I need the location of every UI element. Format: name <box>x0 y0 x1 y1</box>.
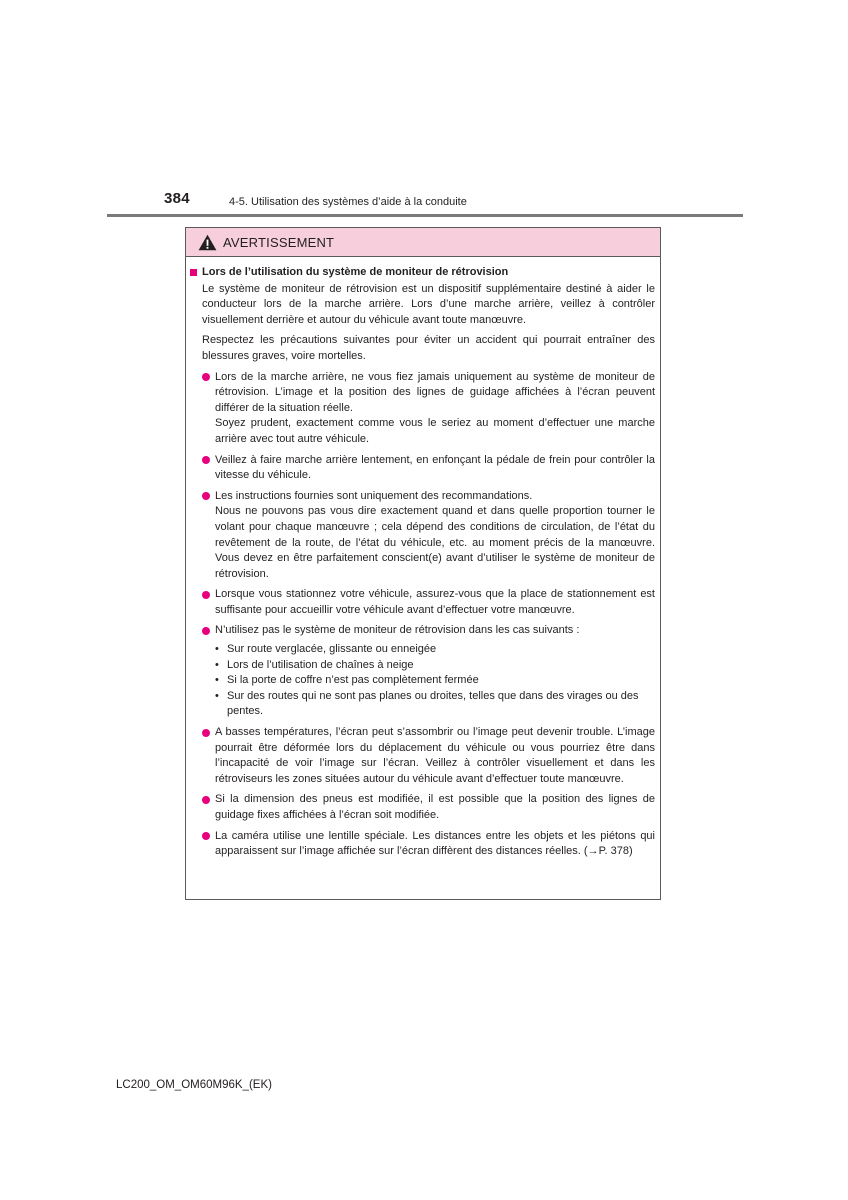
topic-heading <box>190 265 655 281</box>
bullet-dot-icon <box>202 373 210 381</box>
warning-header <box>186 228 660 257</box>
sub-bullet-mark: • <box>215 658 219 671</box>
bullet-dot-icon <box>202 627 210 635</box>
intro-paragraph: Le système de moniteur de rétrovision est un dispositif supplémentaire destiné à aider le conducteur lors de la marche arrière. Lors d’une marche arrière, veillez à contrôler visuellement derrière et autour du véhicule avant toute manœuvre. <box>202 282 655 326</box>
condition-item <box>215 642 655 658</box>
condition-text: Sur des routes qui ne sont pas planes ou droites, telles que dans des virages ou des pentes. <box>227 689 639 718</box>
bullet-item <box>202 725 655 787</box>
sub-bullet-mark: • <box>215 689 219 702</box>
sub-bullet-mark: • <box>215 674 219 687</box>
bullet-text: A basses températures, l’écran peut s’assombrir ou l’image peut devenir trouble. L’image pourrait être déformée lors du déplacement du véhicule ou vous pourriez être dans l’incapacité de voir l’image sur l’écran. Veillez à contrôler visuellement et dans les rétroviseurs les zones situées autour du véhicule avant d’effectuer toute manœuvre. <box>215 726 655 785</box>
page-number: 384 <box>164 190 190 207</box>
bullet-text: Si la dimension des pneus est modifiée, il est possible que la position des lignes de guidage fixes affichées à l’écran soit modifiée. <box>215 793 655 821</box>
bullet-item <box>202 829 655 860</box>
warning-title: AVERTISSEMENT <box>223 234 335 250</box>
bullet-dot-icon <box>202 832 210 840</box>
header-rule <box>107 214 743 217</box>
bullet-item <box>202 453 655 484</box>
bullet-dot-icon <box>202 456 210 464</box>
bullet-text: La caméra utilise une lentille spéciale. Les distances entre les objets et les piétons qui apparaissent sur l’image affichée sur l’écran diffèrent des distances réelles. (→P. 378) <box>215 829 655 858</box>
bullet-dot-icon <box>202 492 210 500</box>
warning-body <box>186 257 660 860</box>
bullet-text: Lorsque vous stationnez votre véhicule, assurez-vous que la place de stationnement est suffisante pour accueillir votre véhicule avant d’effectuer votre manœuvre. <box>215 588 655 616</box>
condition-item <box>215 689 655 720</box>
document-code: LC200_OM_OM60M96K_(EK) <box>116 1079 272 1091</box>
bullet-item <box>202 370 655 448</box>
bullet-item <box>202 587 655 618</box>
condition-text: Sur route verglacée, glissante ou enneigée <box>227 643 437 656</box>
condition-item <box>215 658 655 674</box>
bullet-text: Veillez à faire marche arrière lentement, en enfonçant la pédale de frein pour contrôler la vitesse du véhicule. <box>215 453 655 482</box>
bullet-text: Les instructions fournies sont uniquement des recommandations. Nous ne pouvons pas vous dire exactement quand et dans quelle proportion tourner le volant pour chaque manœuvre ; cela dépend des conditions de circulation, de l’état du revêtement de la route, de l’état du véhicule, etc. au moment précis de la manœuvre. Vous devez en être parfaitement conscient(e) avant d’utiliser le système de moniteur de rétrovision. <box>215 489 655 580</box>
bullet-item <box>202 623 655 639</box>
bullet-dot-icon <box>202 796 210 804</box>
condition-text: Lors de l’utilisation de chaînes à neige <box>227 658 414 671</box>
bullet-item <box>202 792 655 823</box>
bullet-dot-icon <box>202 729 210 737</box>
condition-item <box>215 673 655 689</box>
intro-paragraph: Respectez les précautions suivantes pour éviter un accident qui pourrait entraîner des blessures graves, voire mortelles. <box>202 334 655 362</box>
condition-text: Si la porte de coffre n’est pas complètement fermée <box>227 674 479 687</box>
square-bullet-icon <box>190 269 197 276</box>
topic-heading-text: Lors de l’utilisation du système de moniteur de rétrovision <box>202 266 509 278</box>
warning-triangle-icon <box>198 234 217 251</box>
bullet-text: N’utilisez pas le système de moniteur de rétrovision dans les cas suivants : <box>215 624 580 637</box>
bullet-item <box>202 489 655 583</box>
sub-bullet-mark: • <box>215 643 219 656</box>
warning-box <box>185 227 661 900</box>
section-title: 4-5. Utilisation des systèmes d’aide à la conduite <box>229 196 467 208</box>
condition-list <box>215 642 655 720</box>
bullet-dot-icon <box>202 591 210 599</box>
bullet-text: Lors de la marche arrière, ne vous fiez jamais uniquement au système de moniteur de rétrovision. L’image et la position des lignes de guidage affichées à l’écran peuvent différer de la situation réelle. Soyez prudent, exactement comme vous le seriez au moment d’effectuer une marche arrière avec tout autre véhicule. <box>215 370 655 445</box>
